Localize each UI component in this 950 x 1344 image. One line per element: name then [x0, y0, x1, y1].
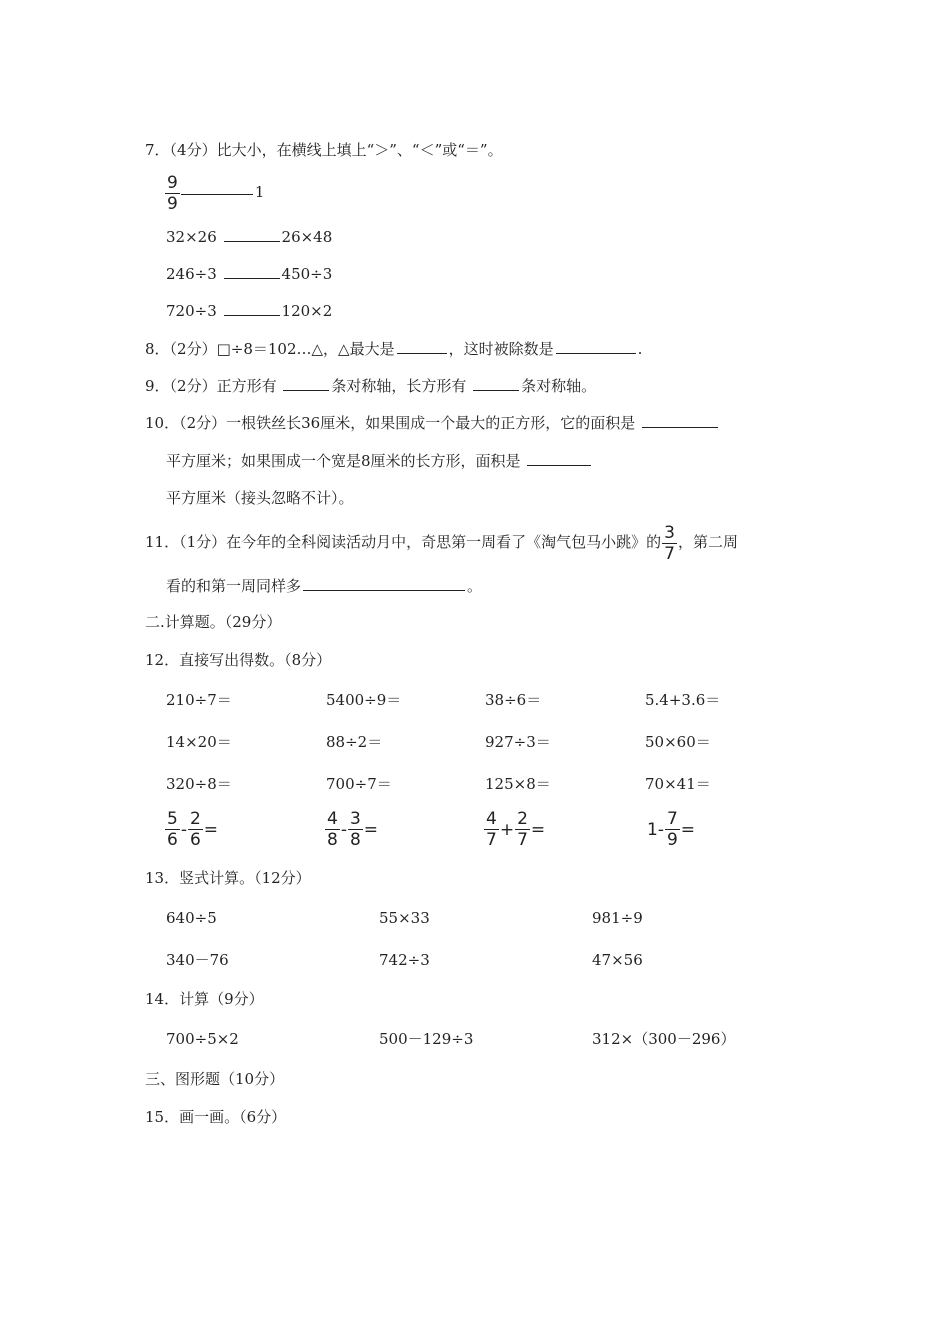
section-3-title: 三、图形题（10分） [145, 1070, 285, 1088]
calc-item: 210÷7＝ [166, 691, 232, 709]
calc-item: 70×41＝ [645, 775, 711, 793]
q10-line2: 平方厘米；如果围成一个宽是8厘米的长方形，面积是 [166, 451, 593, 471]
calc-item: 5400÷9＝ [326, 691, 402, 709]
answer-blank[interactable] [527, 451, 591, 466]
calc-item: 500－129÷3 [379, 1030, 474, 1048]
answer-blank[interactable] [181, 180, 253, 195]
calc-item: 50×60＝ [645, 733, 711, 751]
answer-blank[interactable] [283, 376, 329, 391]
fraction: $\frac{3}{7}$ [664, 522, 675, 564]
calc-item: 981÷9 [592, 909, 643, 927]
q7-row3: 246÷3 450÷3 [166, 265, 333, 283]
fraction: $\frac{9}{9}$ [167, 172, 178, 214]
answer-blank[interactable] [397, 339, 447, 354]
calc-item: 742÷3 [379, 951, 430, 969]
q7-row4: 720÷3 120×2 [166, 302, 333, 320]
q11-line1: 11．（1分）在今年的全科阅读活动月中，奇思第一周看了《淘气包马小跳》的 $\frac{3}{7}$ ，第二周 [145, 522, 738, 564]
fraction-calc-1: $\frac{5}{6}$ - $\frac{2}{6}$ = [167, 809, 219, 850]
q8: 8．（2分）□÷8＝102…△，△最大是 ，这时被除数是 . [145, 340, 643, 358]
calc-item: 340－76 [166, 951, 229, 969]
answer-blank[interactable] [224, 301, 280, 316]
answer-blank[interactable] [473, 376, 519, 391]
q7-row1: $\frac{9}{9}$ 1 [167, 172, 265, 214]
calc-item: 927÷3＝ [485, 733, 551, 751]
calc-item: 312×（300－296） [592, 1030, 736, 1048]
answer-blank[interactable] [642, 413, 718, 428]
fraction-calc-3: $\frac{4}{7}$ + $\frac{2}{7}$ = [486, 809, 546, 850]
calc-item: 5.4+3.6＝ [645, 691, 721, 709]
section-2-title: 二.计算题。（29分） [145, 613, 282, 631]
fraction: $\frac{4}{8}$ [327, 809, 338, 850]
calc-item: 700÷5×2 [166, 1030, 239, 1048]
answer-blank[interactable] [224, 264, 280, 279]
fraction-calc-2: $\frac{4}{8}$ - $\frac{3}{8}$ = [327, 809, 379, 850]
answer-blank[interactable] [556, 339, 636, 354]
calc-item: 125×8＝ [485, 775, 551, 793]
answer-blank[interactable] [224, 227, 280, 242]
q10-line3: 平方厘米（接头忽略不计）。 [166, 489, 354, 507]
calc-item: 640÷5 [166, 909, 217, 927]
q7-title: 7．（4分）比大小，在横线上填上“＞”、“＜”或“＝”。 [145, 141, 503, 159]
fraction: $\frac{2}{7}$ [517, 809, 528, 850]
q13-title: 13．竖式计算。（12分） [145, 869, 311, 887]
calc-item: 700÷7＝ [326, 775, 392, 793]
fraction-calc-4: 1- $\frac{7}{9}$ = [647, 809, 696, 850]
q9: 9．（2分）正方形有 条对称轴，长方形有 条对称轴。 [145, 377, 597, 395]
fraction: $\frac{7}{9}$ [666, 809, 678, 850]
calc-item: 47×56 [592, 951, 643, 969]
calc-item: 38÷6＝ [485, 691, 542, 709]
q11-line2: 看的和第一周同样多 。 [166, 577, 483, 595]
calc-item: 14×20＝ [166, 733, 232, 751]
q10-line1: 10．（2分）一根铁丝长36厘米，如果围成一个最大的正方形，它的面积是 [145, 413, 720, 433]
q14-title: 14．计算（9分） [145, 990, 264, 1008]
calc-item: 88÷2＝ [326, 733, 383, 751]
calc-item: 55×33 [379, 909, 430, 927]
fraction: $\frac{2}{6}$ [189, 809, 201, 850]
calc-item: 320÷8＝ [166, 775, 232, 793]
q7-row2: 32×26 26×48 [166, 228, 333, 246]
answer-blank[interactable] [303, 576, 465, 591]
fraction: $\frac{4}{7}$ [486, 809, 497, 850]
fraction: $\frac{3}{8}$ [349, 809, 361, 850]
fraction: $\frac{5}{6}$ [167, 809, 178, 850]
q15-title: 15．画一画。（6分） [145, 1108, 287, 1126]
q12-title: 12．直接写出得数。（8分） [145, 651, 332, 669]
